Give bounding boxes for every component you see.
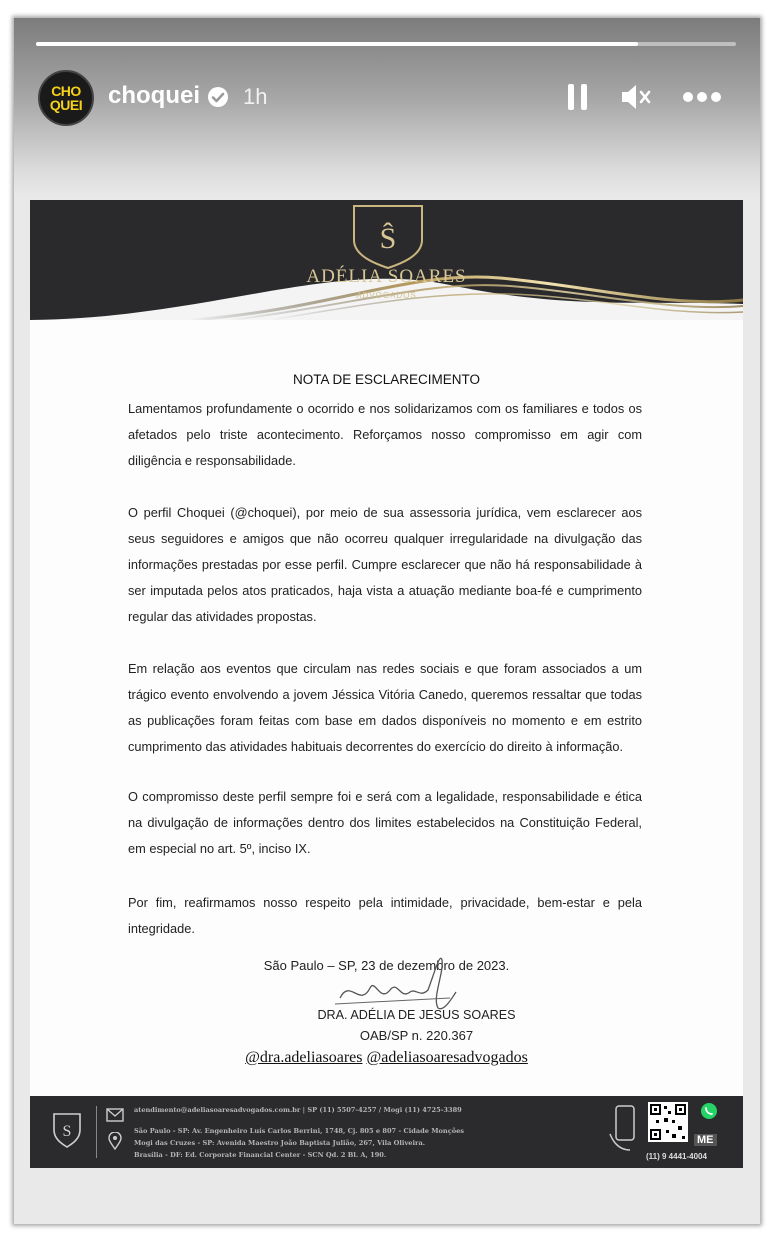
qr-me-label: ME — [694, 1134, 717, 1146]
signatory-name: DRA. ADÉLIA DE JESUS SOARES — [317, 1008, 516, 1022]
signatory-oab: OAB/SP n. 220.367 — [359, 1028, 474, 1043]
document-image — [30, 200, 743, 1161]
paragraph-3: Em relação aos eventos que circulam nas redes sociais e que foram associados a um trágico evento envolvendo a jovem Jéssica Vitória Canedo, queremos ressaltar que todas as publicações foram feitas com base em dados disponíveis no momento e em estrito cumprimento das atividades habituais decorrentes do exercício do direito à informação. — [128, 661, 642, 754]
post-timestamp: 1h — [243, 84, 268, 109]
firm-logo — [354, 206, 422, 268]
username[interactable]: choquei — [108, 82, 201, 109]
footer-contact: atendimento@adeliasoaresadvogados.com.br | SP (11) 5507-4257 / Mogi (11) 4725-3389 — [134, 1106, 462, 1114]
svg-text:Ŝ: Ŝ — [379, 222, 397, 255]
whatsapp-icon[interactable] — [700, 1102, 718, 1120]
footer-address-mogi: Mogi das Cruzes - SP: Avenida Maestro João Baptista Julião, 267, Vila Oliveira. — [134, 1139, 426, 1147]
mail-icon — [106, 1108, 124, 1122]
handle-lawyer[interactable]: @dra.adeliasoares — [245, 1049, 363, 1066]
handle-firm[interactable]: @adeliasoaresadvogados — [366, 1049, 528, 1066]
place-date: São Paulo – SP, 23 de dezembro de 2023. — [263, 958, 510, 973]
social-handles — [30, 1049, 743, 1067]
footer-address-sp: São Paulo - SP: Av. Engenheiro Luís Carlos Berrini, 1748, Cj. 805 e 807 - Cidade Monções — [134, 1127, 465, 1135]
hand-phone-icon — [608, 1104, 638, 1152]
pause-icon[interactable] — [566, 82, 590, 112]
location-pin-icon — [108, 1132, 122, 1150]
story-frame — [14, 18, 760, 1224]
document-title: NOTA DE ESCLARECIMENTO — [292, 372, 481, 387]
avatar[interactable] — [38, 70, 94, 126]
letterhead-footer — [30, 1096, 743, 1168]
story-progress-bar — [36, 42, 736, 46]
footer-address-df: Brasília - DF: Ed. Corporate Financial Center - SCN Qd. 2 Bl. A, 190. — [134, 1151, 387, 1159]
footer-divider — [96, 1106, 97, 1158]
story-progress-fill — [36, 42, 638, 46]
firm-name: ADÉLIA SOARES — [306, 266, 467, 287]
letterhead — [30, 200, 743, 320]
verified-badge-icon — [207, 86, 229, 108]
more-options-icon[interactable] — [682, 90, 722, 104]
avatar-logo-text: CHO QUEI — [49, 83, 83, 113]
paragraph-1: Lamentamos profundamente o ocorrido e nos solidarizamos com os familiares e todos os afetados pelo triste acontecimento. Reforçamos nosso compromisso em agir com diligência e responsabilidade. — [128, 401, 642, 468]
mute-icon[interactable] — [619, 82, 653, 112]
paragraph-4: O compromisso deste perfil sempre foi e será com a legalidade, responsabilidade e ética na divulgação de informações dentro dos limites estabelecidos na Constituição Federal, em especial no art. 5º, inciso IX. — [128, 789, 642, 856]
svg-text:S: S — [62, 1123, 72, 1140]
firm-subtitle: ADVOGADOS — [356, 291, 417, 300]
paragraph-5: Por fim, reafirmamos nosso respeito pela intimidade, privacidade, bem-estar e pela integridade. — [128, 895, 642, 936]
paragraph-2: O perfil Choquei (@choquei), por meio de sua assessoria jurídica, vem esclarecer aos seus seguidores e amigos que não ocorreu qualquer irregularidade na divulgação das informações prestadas por esse perfil. Cumpre esclarecer que não há responsabilidade à ser imputada pelos atos praticados, haja vista a atuação mediante boa-fé e cumprimento regular das atividades propostas. — [128, 505, 642, 624]
firm-logo-small — [52, 1112, 82, 1150]
qr-code[interactable] — [648, 1102, 688, 1142]
footer-whatsapp-number: (11) 9 4441-4004 — [646, 1152, 707, 1161]
letterhead-gold-waves — [30, 200, 743, 320]
